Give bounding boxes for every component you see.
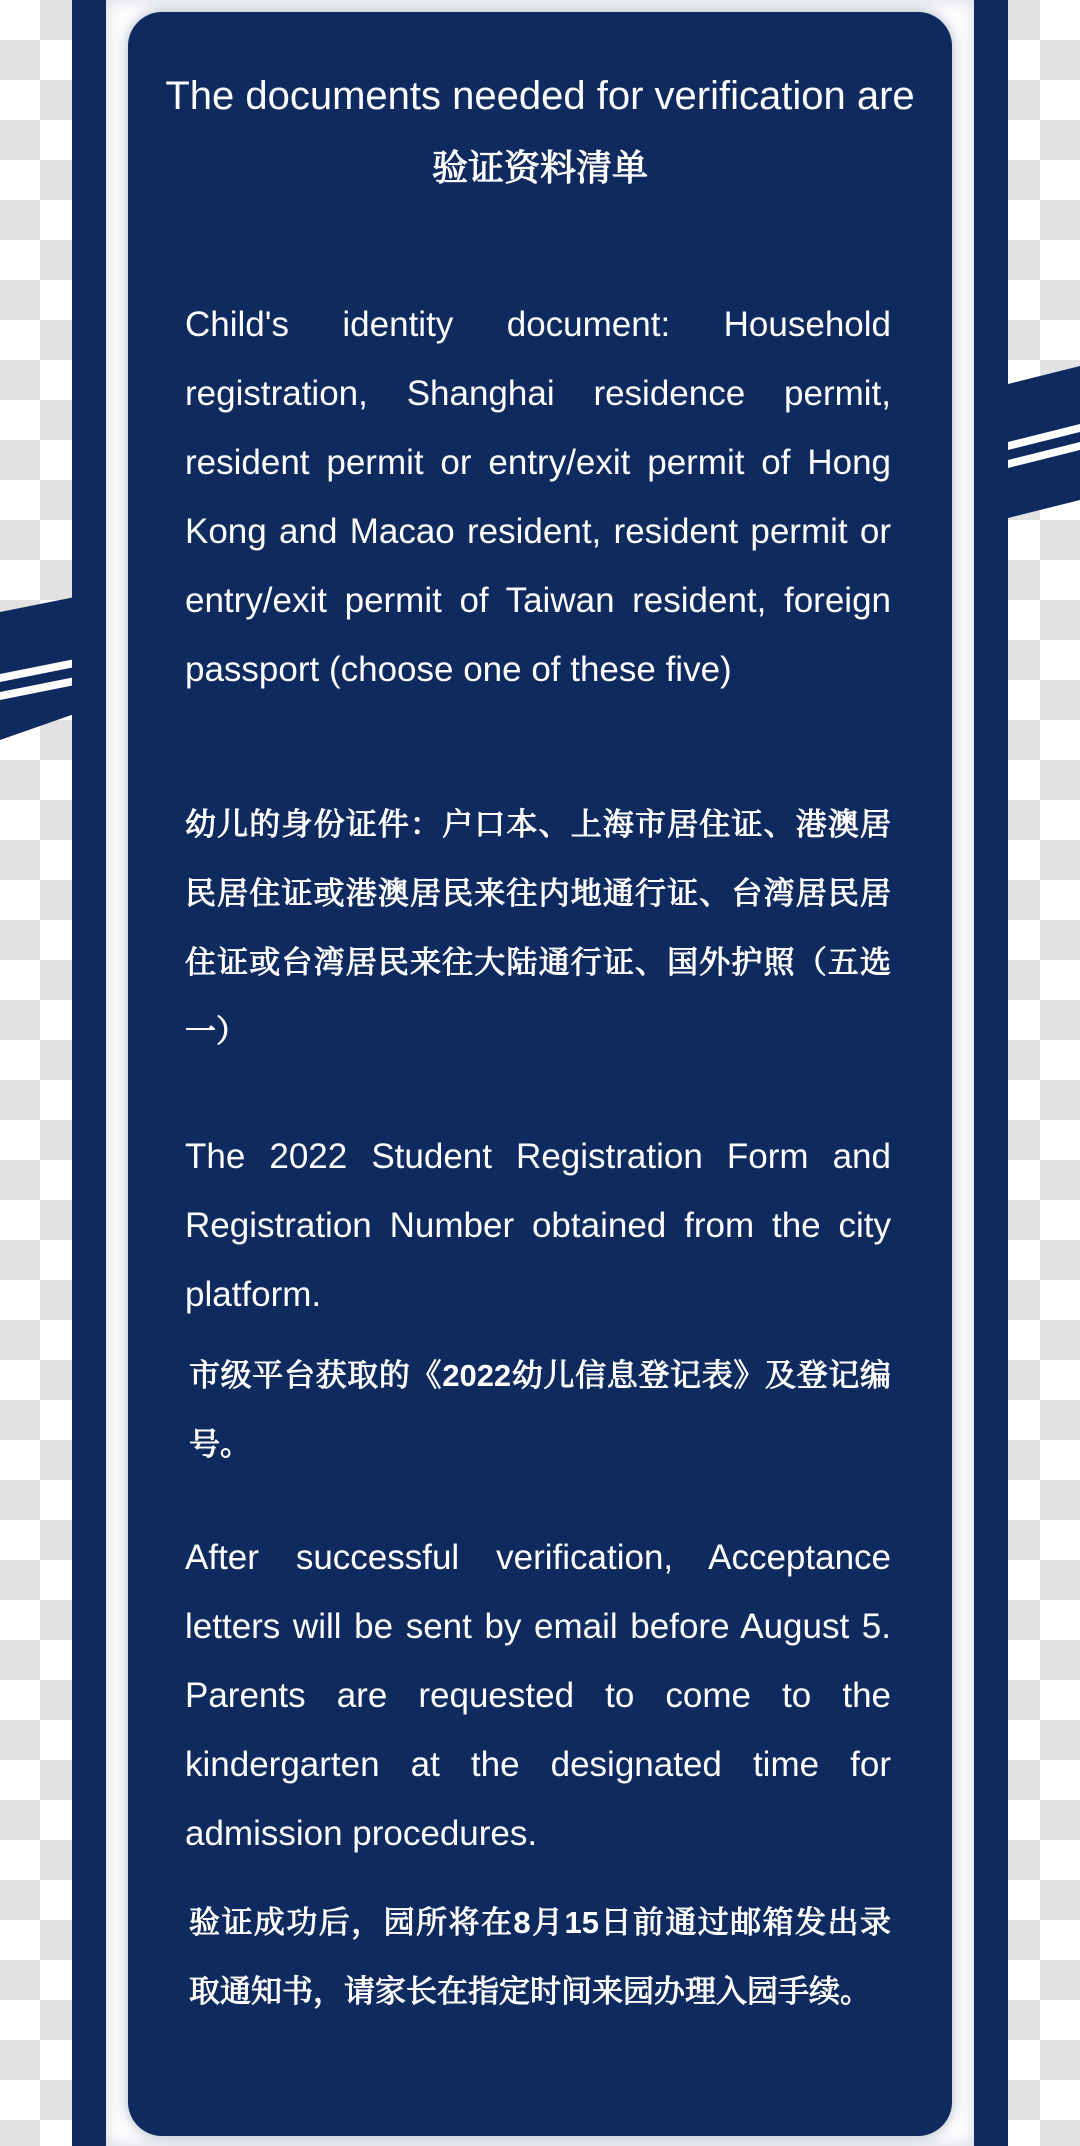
title-english: The documents needed for verification are xyxy=(165,74,915,118)
title-chinese: 验证资料清单 xyxy=(431,147,648,188)
info-card xyxy=(128,12,952,2136)
acceptance-letter-en: After successful verification, Acceptance letters will be sent by email before August 5. Parents are requested to come to the kindergarten at the designated time for admission procedures. xyxy=(185,1538,891,1853)
registration-form-zh: 市级平台获取的《2022幼儿信息登记表》及登记编号。 xyxy=(189,1358,891,1462)
registration-form-en: The 2022 Student Registration Form and Registration Number obtained from the city platform. xyxy=(185,1137,891,1314)
acceptance-letter-zh: 验证成功后，园所将在8月15日前通过邮箱发出录取通知书，请家长在指定时间来园办理入园手续。 xyxy=(189,1905,891,2009)
identity-document-zh: 幼儿的身份证件：户口本、上海市居住证、港澳居民居住证或港澳居民来往内地通行证、台湾居民居住证或台湾居民来往大陆通行证、国外护照（五选一） xyxy=(185,807,891,1049)
identity-document-en: Child's identity document: Household registration, Shanghai residence permit, resident permit or entry/exit permit of Hong Kong and Macao resident, resident permit or entry/exit permit of Taiwan resident, foreign passport (choose one of these five) xyxy=(185,305,891,689)
